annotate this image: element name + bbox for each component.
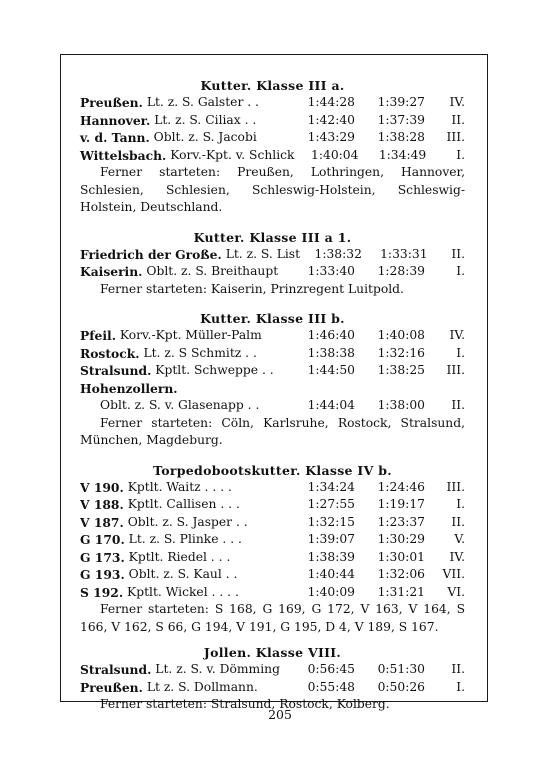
section-heading: Kutter. Klasse III b. — [200, 311, 345, 326]
result-row: Oblt. z. S. v. Glasenapp . . 1:44:04 1:38:00 II. — [100, 398, 465, 412]
result-row: Kaiserin. Oblt. z. S. Breithaupt 1:33:40 1:28:39 I. — [80, 264, 465, 279]
result-row: G 193. Oblt. z. S. Kaul . . 1:40:44 1:32:06 VII. — [80, 567, 465, 582]
result-row: Wittelsbach. Korv.-Kpt. v. Schlick 1:40:04 1:34:49 I. — [80, 147, 465, 163]
result-row: V 187. Oblt. z. S. Jasper . . 1:32:15 1:23:37 II. — [80, 514, 465, 530]
also-started-note: Ferner starteten: Stralsund, Rostock, Kolberg. — [100, 697, 390, 711]
result-row-name: Hohenzollern. — [80, 380, 178, 396]
also-started-note: Ferner starteten: Kaiserin, Prinzregent Luitpold. — [100, 281, 404, 296]
section-heading: Torpedobootskutter. Klasse IV b. — [153, 462, 392, 478]
also-started-note: Ferner starteten: Preußen, Lothringen, Hannover, Schlesien, Schlesien, Schleswig-Holstein, Schleswig-Holstein, Deutschland. — [80, 165, 465, 214]
result-row: Stralsund. Kptlt. Schweppe . . 1:44:50 1:38:25 III. — [80, 363, 465, 378]
result-row: v. d. Tann. Oblt. z. S. Jacobi 1:43:29 1:38:28 III. — [80, 130, 465, 145]
result-row: Stralsund. Lt. z. S. v. Dömming 0:56:45 0:51:30 II. — [80, 662, 465, 677]
section-heading: Jollen. Klasse VIII. — [203, 645, 342, 660]
result-row: G 170. Lt. z. S. Plinke . . . 1:39:07 1:30:29 V. — [80, 532, 465, 547]
result-row: V 190. Kptlt. Waitz . . . . 1:34:24 1:24:46 III. — [80, 479, 465, 495]
result-row: S 192. Kptlt. Wickel . . . . 1:40:09 1:31:21 VI. — [80, 584, 465, 600]
result-row: Preußen. Lt. z. S. Galster . . 1:44:28 1:39:27 IV. — [80, 95, 465, 110]
also-started-note: Ferner starteten: Cöln, Karlsruhe, Rostock, Stralsund, München, Magdeburg. — [80, 415, 465, 447]
result-row: Friedrich der Große. Lt. z. S. List 1:38:32 1:33:31 II. — [80, 246, 465, 262]
result-row: Preußen. Lt z. S. Dollmann. 0:55:48 0:50:26 I. — [80, 679, 465, 695]
also-started-note: Ferner starteten: S 168, G 169, G 172, V 163, V 164, S 166, V 162, S 66, G 194, V 191, G 195, D 4, V 189, S 167. — [80, 602, 465, 634]
result-row: Hannover. Lt. z. S. Ciliax . . 1:42:40 1:37:39 II. — [80, 112, 465, 128]
section-heading: Kutter. Klasse III a 1. — [193, 229, 352, 245]
result-row: Rostock. Lt. z. S Schmitz . . 1:38:38 1:32:16 I. — [80, 345, 465, 361]
page-number: 205 — [268, 707, 292, 722]
results-content — [80, 78, 465, 714]
result-row: G 173. Kptlt. Riedel . . . 1:38:39 1:30:01 IV. — [80, 549, 465, 565]
result-row: V 188. Kptlt. Callisen . . . 1:27:55 1:19:17 I. — [80, 497, 465, 512]
result-row: Pfeil. Korv.-Kpt. Müller-Palm 1:46:40 1:40:08 IV. — [80, 328, 465, 343]
section-heading: Kutter. Klasse III a. — [200, 78, 345, 93]
